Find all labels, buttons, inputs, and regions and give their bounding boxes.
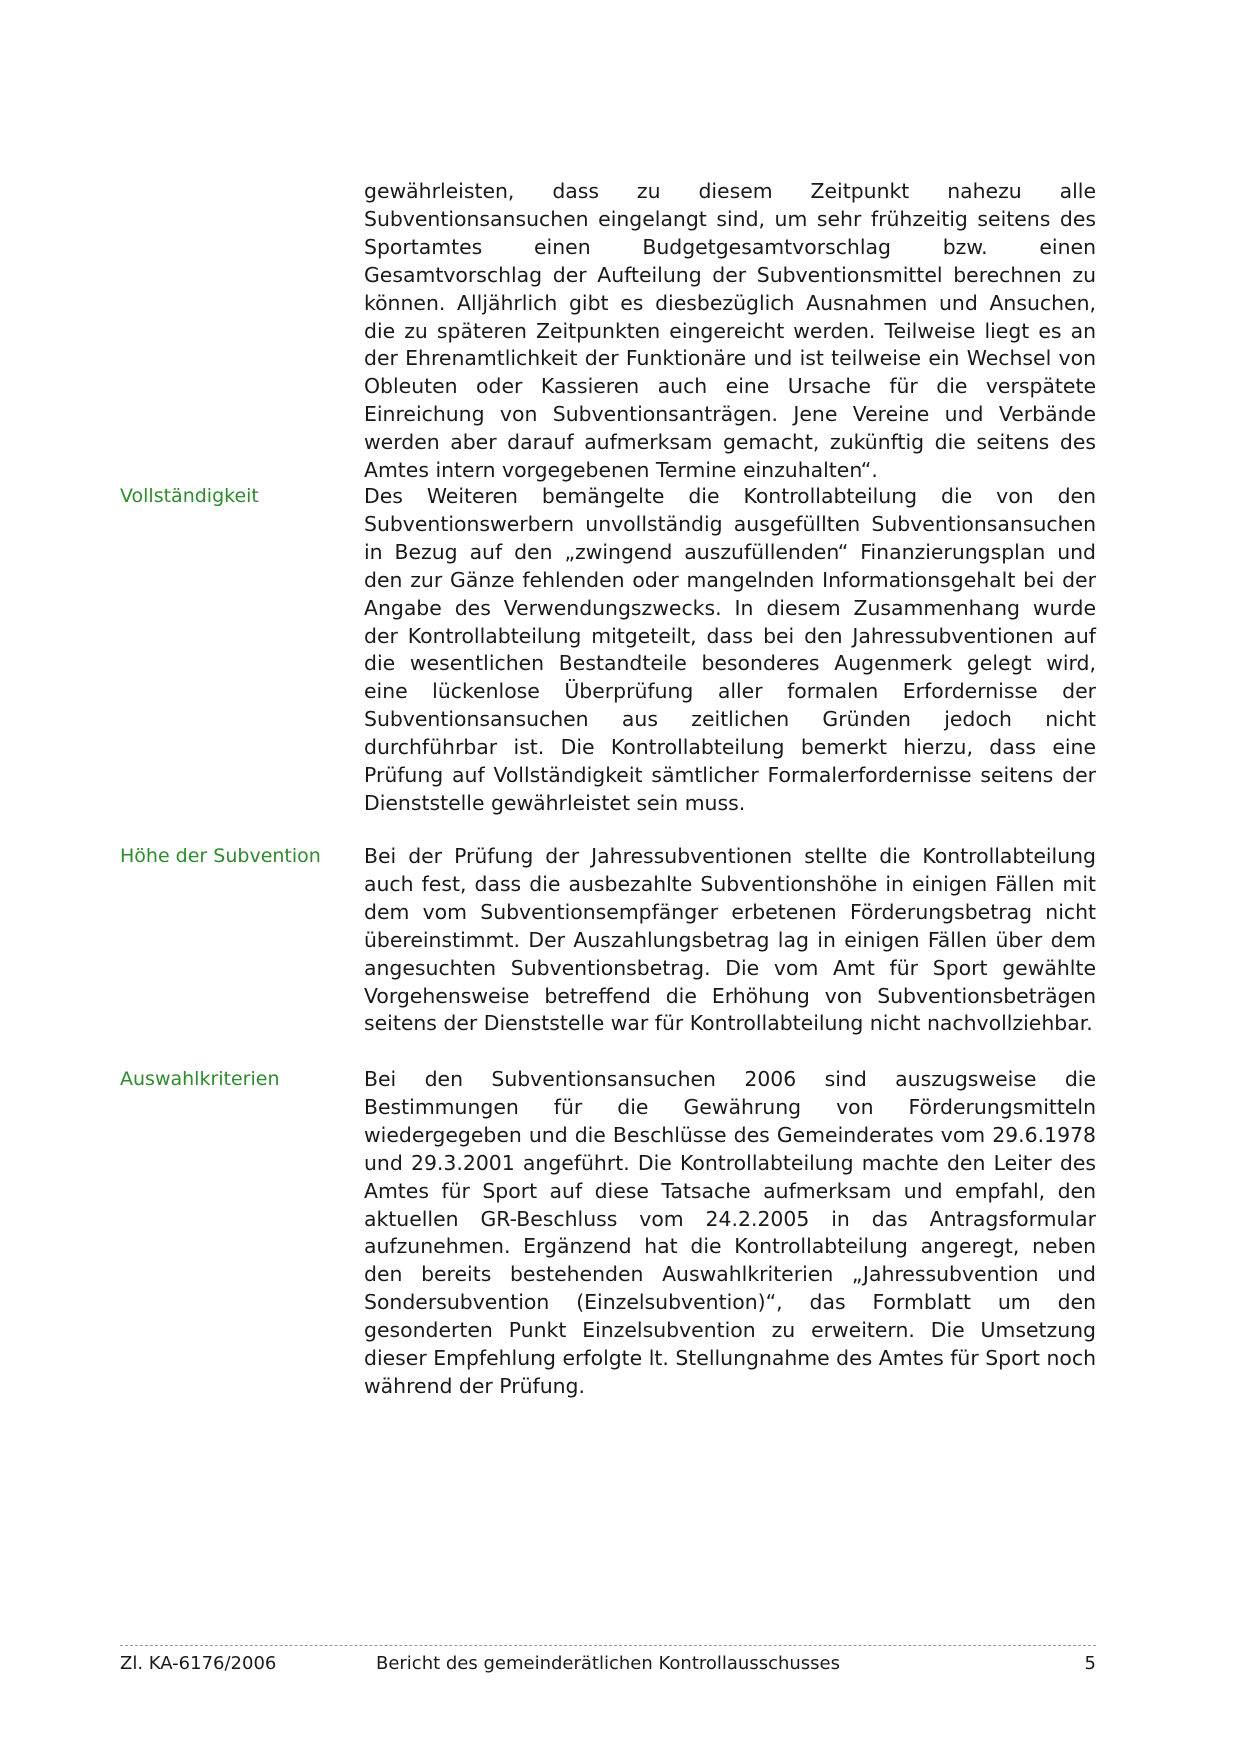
paragraph-text: gewährleisten, dass zu diesem Zeitpunkt nahezu alle Subventionsansuchen eingelangt sind, um sehr frühzeitig seitens des Sportamtes einen Budgetgesamtvorschlag bzw. einen Gesamtvorschlag der Aufteilung der Subventionsmittel berechnen zu können. Alljährlich gibt es diesbezüglich Ausnahmen und Ansuchen, die zu späteren Zeitpunkten eingereicht werden. Teilweise liegt es an der Ehrenamtlichkeit der Funktionäre und ist teilweise ein Wechsel von Obleuten oder Kassieren auch eine Ursache für die verspätete Einreichung von Subventionsanträgen. Jene Vereine und Verbände werden aber darauf aufmerksam gemacht, zukünftig die seitens des Amtes intern vorgegebenen Termine einzuhalten“.	[364, 179, 1096, 483]
paragraph-continuation	[364, 178, 1096, 485]
paragraph-text: Des Weiteren bemängelte die Kontrollabteilung die von den Subventionswerbern unvollständig ausgefüllten Subventionsansuchen in Bezug auf den „zwingend auszufüllenden“ Finanzierungsplan und den zur Gänze fehlenden oder mangelnden Informationsgehalt bei der Angabe des Verwendungszwecks. In diesem Zusammenhang wurde der Kontrollabteilung mitgeteilt, dass bei den Jahressubventionen auf die wesentlichen Bestandteile besonderes Augenmerk gelegt wird, eine lückenlose Überprüfung aller formalen Erfordernisse der Subventionsansuchen aus zeitlichen Gründen jedoch nicht durchführbar ist. Die Kontrollabteilung bemerkt hierzu, dass eine Prüfung auf Vollständigkeit sämtlicher Formalerfordernisse seitens der Dienststelle gewährleistet sein muss.	[364, 484, 1096, 815]
paragraph-auswahlkriterien	[364, 1066, 1096, 1401]
footer-page-number: 5	[1084, 1653, 1096, 1674]
footer-reference: Zl. KA-6176/2006	[120, 1653, 277, 1674]
footer-title: Bericht des gemeinderätlichen Kontrollausschusses	[375, 1653, 841, 1674]
paragraph-text: Bei den Subventionsansuchen 2006 sind auszugsweise die Bestimmungen für die Gewährung von Förderungsmitteln wiedergegeben und die Beschlüsse des Gemeinderates vom 29.6.1978 und 29.3.2001 angeführt. Die Kontrollabteilung machte den Leiter des Amtes für Sport auf diese Tatsache aufmerksam und empfahl, den aktuellen GR-Beschluss vom 24.2.2005 in das Antragsformular aufzunehmen. Ergänzend hat die Kontrollabteilung angeregt, neben den bereits bestehenden Auswahlkriterien „Jahressubvention und Sondersubvention (Einzelsubvention)“, das Formblatt um den gesonderten Punkt Einzelsubvention zu erweitern. Die Umsetzung dieser Empfehlung erfolgte lt. Stellungnahme des Amtes für Sport noch während der Prüfung.	[364, 1067, 1096, 1398]
paragraph-text: Bei der Prüfung der Jahressubventionen stellte die Kontrollabteilung auch fest, dass die ausbezahlte Subventionshöhe in einigen Fällen mit dem vom Subventionsempfänger erbetenen Förderungsbetrag nicht übereinstimmt. Der Auszahlungsbetrag lag in einigen Fällen über dem angesuchten Subventionsbetrag. Die vom Amt für Sport gewählte Vorgehensweise betreffend die Erhöhung von Subventionsbeträgen seitens der Dienststelle war für Kontrollabteilung nicht nachvollziehbar.	[364, 844, 1096, 1036]
margin-label-vollstaendigkeit: Vollständigkeit	[120, 485, 259, 507]
paragraph-hoehe-der-subvention	[364, 843, 1096, 1038]
paragraph-vollstaendigkeit	[364, 483, 1096, 818]
margin-label-hoehe-der-subvention: Höhe der Subvention	[120, 845, 321, 867]
margin-label-auswahlkriterien: Auswahlkriterien	[120, 1068, 280, 1090]
footer-divider	[120, 1645, 1096, 1646]
